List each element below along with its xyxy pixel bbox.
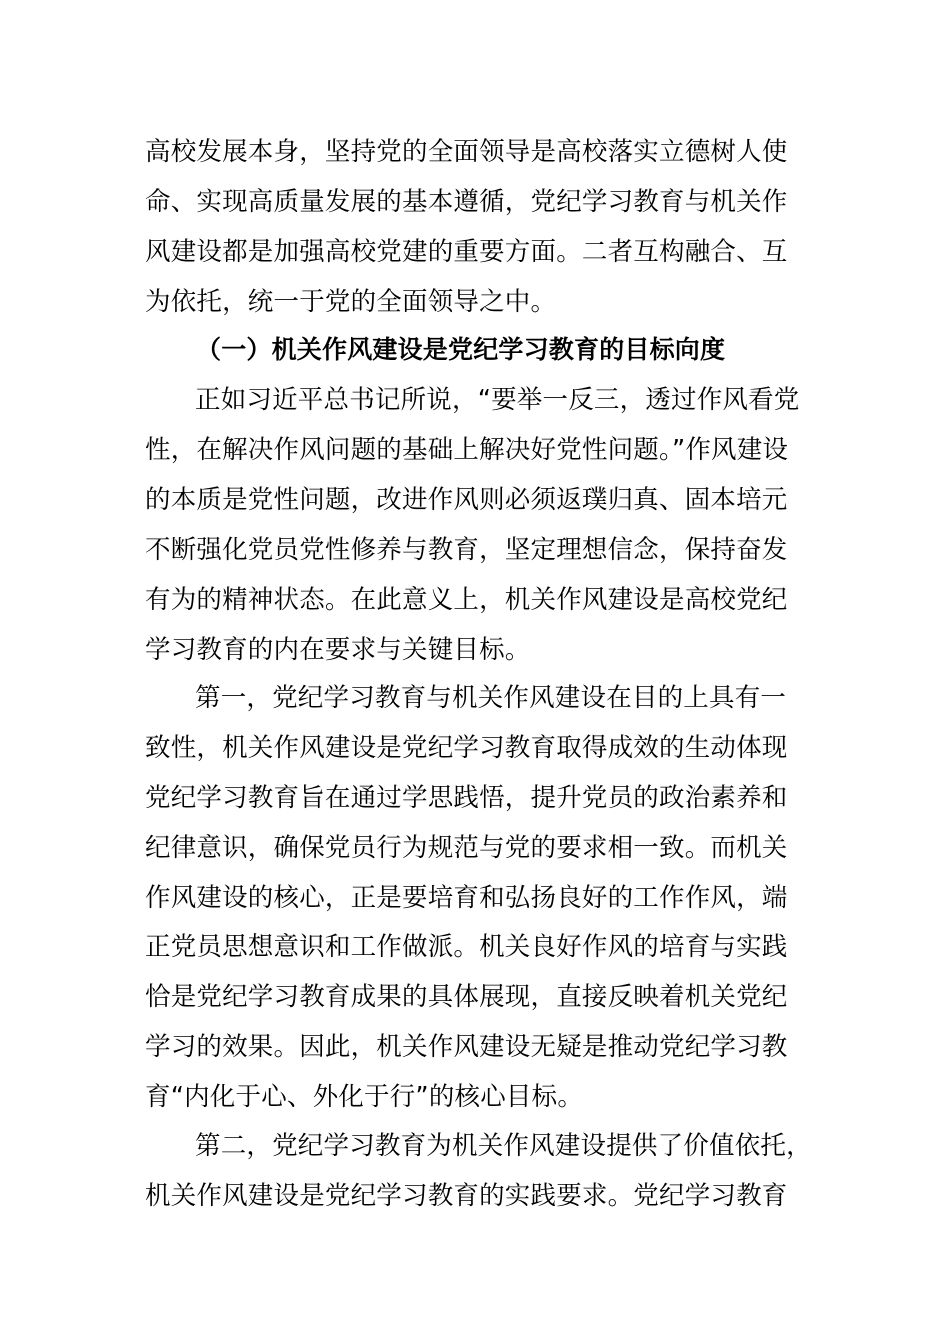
paragraph-line: 命、实现高质量发展的基本遵循，党纪学习教育与机关作 xyxy=(145,187,788,217)
paragraph-line: 育“内化于心、外化于行”的核心目标。 xyxy=(145,1082,584,1112)
paragraph-line: 第二，党纪学习教育为机关作风建设提供了价值依托， xyxy=(195,1131,812,1161)
paragraph-line: 风建设都是加强高校党建的重要方面。二者互构融合、互 xyxy=(145,237,788,267)
paragraph-line: 性，在解决作风问题的基础上解决好党性问题。”作风建设 xyxy=(145,435,789,465)
paragraph-line: 学习教育的内在要求与关键目标。 xyxy=(145,635,531,665)
paragraph-line: 机关作风建设是党纪学习教育的实践要求。党纪学习教育 xyxy=(145,1181,788,1211)
paragraph-line: 纪律意识，确保党员行为规范与党的要求相一致。而机关 xyxy=(145,833,788,863)
paragraph-line: 的本质是党性问题，改进作风则必须返璞归真、固本培元 xyxy=(145,485,788,515)
paragraph-line: 有为的精神状态。在此意义上，机关作风建设是高校党纪 xyxy=(145,585,788,615)
paragraph-line: 高校发展本身，坚持党的全面领导是高校落实立德树人使 xyxy=(145,137,788,167)
paragraph-line: 正如习近平总书记所说，“要举一反三，透过作风看党 xyxy=(195,385,800,415)
paragraph-line: 致性，机关作风建设是党纪学习教育取得成效的生动体现 xyxy=(145,733,788,763)
paragraph-line: 正党员思想意识和工作做派。机关良好作风的培育与实践 xyxy=(145,932,788,962)
paragraph-line: 学习的效果。因此，机关作风建设无疑是推动党纪学习教 xyxy=(145,1032,788,1062)
paragraph-line: 不断强化党员党性修养与教育，坚定理想信念，保持奋发 xyxy=(145,535,788,565)
paragraph-line: 第一，党纪学习教育与机关作风建设在目的上具有一 xyxy=(195,683,787,713)
paragraph-line: 为依托，统一于党的全面领导之中。 xyxy=(145,287,557,317)
section-heading: （一）机关作风建设是党纪学习教育的目标向度 xyxy=(196,335,726,364)
paragraph-line: 恰是党纪学习教育成果的具体展现，直接反映着机关党纪 xyxy=(145,982,788,1012)
paragraph-line: 党纪学习教育旨在通过学思践悟，提升党员的政治素养和 xyxy=(145,783,788,813)
paragraph-line: 作风建设的核心，正是要培育和弘扬良好的工作作风，端 xyxy=(145,883,788,913)
